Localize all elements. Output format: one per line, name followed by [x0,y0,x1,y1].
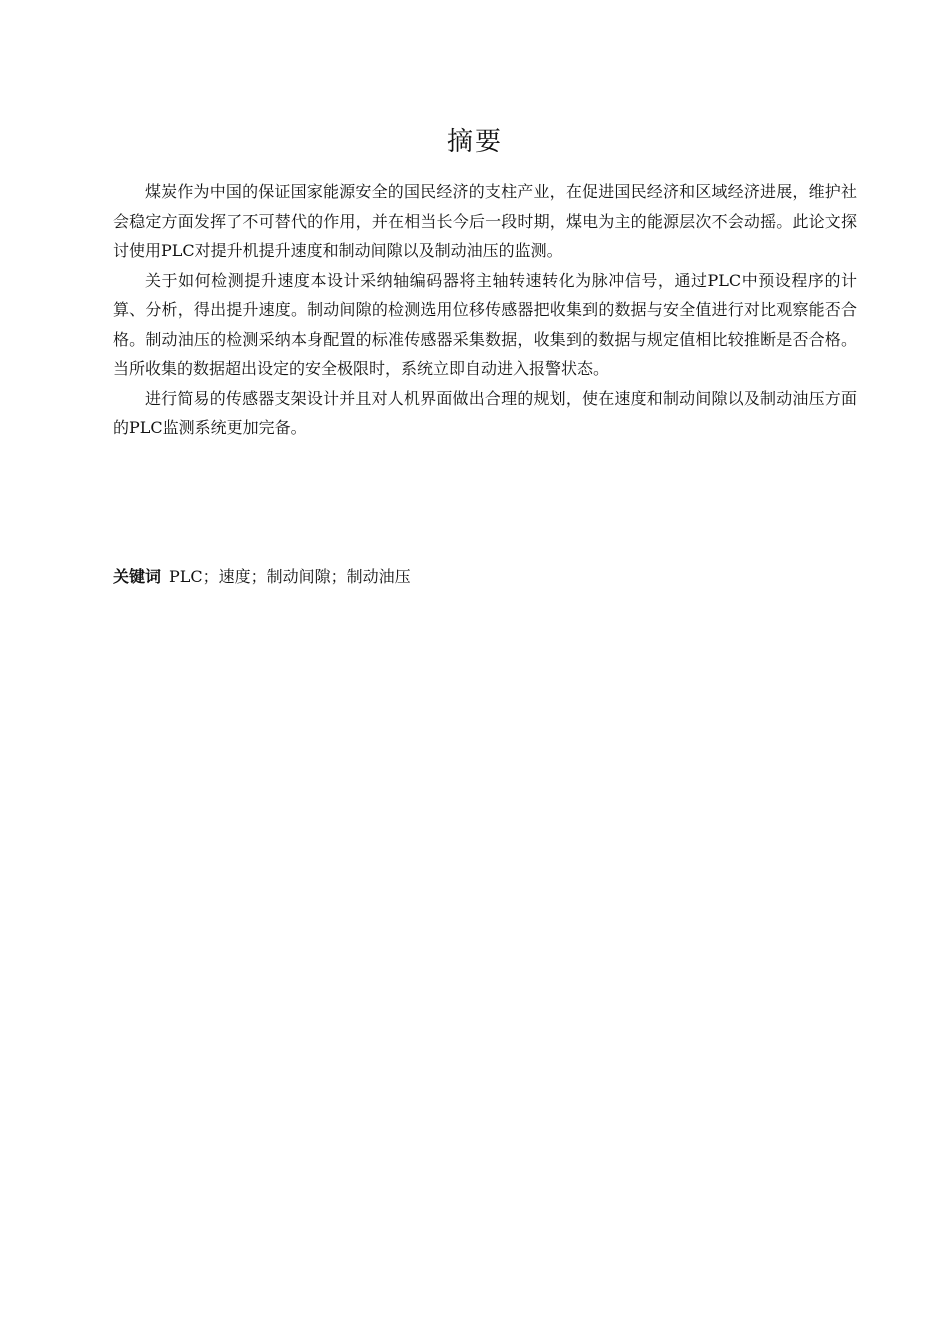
keywords-line [113,562,857,591]
abstract-paragraph-3: 进行简易的传感器支架设计并且对人机界面做出合理的规划，使在速度和制动间隙以及制动油压方面的PLC监测系统更加完备。 [113,388,857,437]
keywords-label: 关键词 [113,567,162,586]
keywords-value: PLC；速度；制动间隙；制动油压 [169,567,411,586]
abstract-body [113,177,857,443]
abstract-paragraph-1: 煤炭作为中国的保证国家能源安全的国民经济的支柱产业，在促进国民经济和区域经济进展，维护社会稳定方面发挥了不可替代的作用，并在相当长今后一段时期，煤电为主的能源层次不会动摇。此论文探讨使用PLC对提升机提升速度和制动间隙以及制动油压的监测。 [113,182,857,260]
abstract-paragraph-2: 关于如何检测提升速度本设计采纳轴编码器将主轴转速转化为脉冲信号，通过PLC中预设程序的计算、分析，得出提升速度。制动间隙的检测选用位移传感器把收集到的数据与安全值进行对比观察能否合格。制动油压的检测采纳本身配置的标准传感器采集数据，收集到的数据与规定值相比较推断是否合格。当所收集的数据超出设定的安全极限时，系统立即自动进入报警状态。 [113,270,857,378]
page-title: 摘要 [446,127,503,157]
